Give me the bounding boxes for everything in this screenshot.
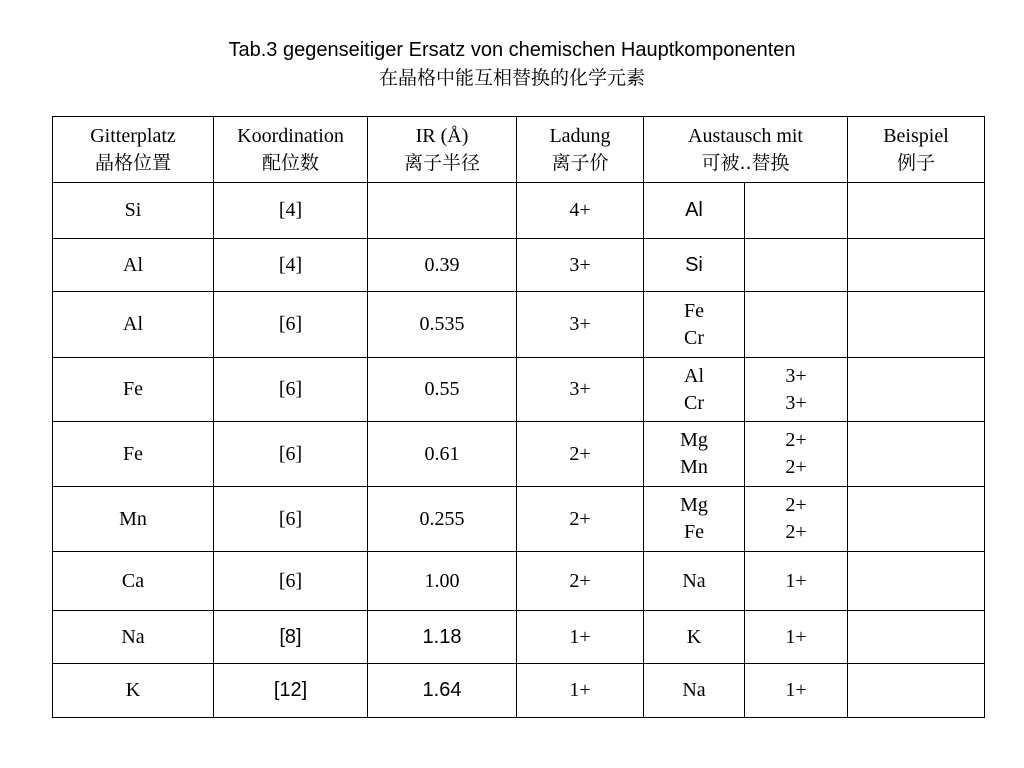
exchange-charge: 3+ [785,391,807,414]
cell-exchange-charge [745,239,848,292]
cell-charge: 3+ [517,292,644,358]
cell-exchange-element [644,552,745,611]
header-gitterplatz [53,117,214,183]
exchange-element: Na [682,569,706,592]
exchange-element: Si [685,253,703,276]
cell-exchange-charge [745,611,848,664]
header-row [53,117,985,183]
cell-site: Ca [53,552,214,611]
cell-exchange-charge [745,552,848,611]
exchange-element: Fe [684,299,704,322]
cell-ionic-radius: 1.64 [368,664,517,718]
cell-charge: 3+ [517,358,644,422]
cell-example [848,183,985,239]
exchange-element: Mg [680,429,708,451]
cell-charge: 1+ [517,611,644,664]
cell-example [848,422,985,487]
cell-example [848,292,985,358]
cell-exchange-charge [745,358,848,422]
exchange-element: Na [682,679,706,701]
cell-charge: 1+ [517,664,644,718]
cell-ionic-radius: 1.00 [368,552,517,611]
cell-site: Si [53,183,214,239]
cell-exchange-element [644,422,745,487]
cell-exchange-element [644,358,745,422]
exchange-charge: 2+ [785,521,807,543]
cell-coordination: [6] [214,552,368,611]
table-title-chinese: 在晶格中能互相替换的化学元素 [378,67,645,89]
header-de: IR (Å) [415,124,469,147]
exchange-element: Fe [684,521,704,543]
exchange-element: K [686,625,702,648]
cell-charge: 2+ [517,552,644,611]
header-austausch [644,117,848,183]
cell-charge: 4+ [517,183,644,239]
title-block [0,36,1024,92]
cell-example [848,552,985,611]
cell-exchange-charge [745,664,848,718]
exchange-element: Cr [684,391,704,414]
cell-example [848,664,985,718]
table-row [53,611,985,664]
header-de: Ladung [549,124,611,147]
table-row [53,292,985,358]
cell-site: Na [53,611,214,664]
exchange-element: Al [685,199,703,221]
cell-example [848,487,985,552]
cell-site: Al [53,292,214,358]
header-zh: 离子价 [551,151,609,174]
cell-ionic-radius: 0.255 [368,487,517,552]
cell-exchange-element [644,292,745,358]
exchange-element: Mg [680,494,708,516]
element-substitution-table [52,116,985,718]
header-zh: 例子 [896,151,935,174]
header-zh: 配位数 [261,151,319,174]
exchange-charge: 1+ [785,625,807,648]
exchange-charge: 2+ [785,429,807,451]
cell-site: Al [53,239,214,292]
cell-coordination: [6] [214,487,368,552]
table-title-german: Tab.3 gegenseitiger Ersatz von chemischen Hauptkomponenten [228,39,796,61]
cell-site: Fe [53,358,214,422]
cell-exchange-charge [745,487,848,552]
table-row [53,552,985,611]
cell-site: Mn [53,487,214,552]
cell-example [848,239,985,292]
exchange-element: Mn [680,456,708,478]
cell-charge: 3+ [517,239,644,292]
cell-example [848,358,985,422]
header-de: Beispiel [883,124,949,147]
table-row [53,487,985,552]
table-row [53,422,985,487]
header-de: Gitterplatz [90,124,176,147]
cell-exchange-element [644,611,745,664]
cell-coordination: [12] [214,664,368,718]
cell-ionic-radius: 0.55 [368,358,517,422]
cell-ionic-radius [368,183,517,239]
cell-ionic-radius: 0.61 [368,422,517,487]
header-zh: 可被..替换 [701,151,790,174]
header-zh: 晶格位置 [94,151,171,174]
header-beispiel [848,117,985,183]
table-row [53,239,985,292]
table-row [53,664,985,718]
table-row [53,358,985,422]
exchange-charge: 1+ [785,569,807,592]
cell-ionic-radius: 1.18 [368,611,517,664]
cell-coordination: [6] [214,292,368,358]
cell-charge: 2+ [517,487,644,552]
exchange-charge: 1+ [785,679,807,701]
cell-site: Fe [53,422,214,487]
exchange-charge: 2+ [785,494,807,516]
cell-coordination: [4] [214,239,368,292]
cell-exchange-charge [745,292,848,358]
cell-ionic-radius: 0.39 [368,239,517,292]
header-zh: 离子半径 [403,151,480,174]
cell-coordination: [6] [214,422,368,487]
cell-coordination: [8] [214,611,368,664]
exchange-charge: 3+ [785,364,807,387]
table-row [53,183,985,239]
header-koordination [214,117,368,183]
cell-exchange-element [644,239,745,292]
header-ladung [517,117,644,183]
cell-exchange-element [644,487,745,552]
cell-exchange-charge [745,422,848,487]
cell-coordination: [6] [214,358,368,422]
cell-exchange-element [644,183,745,239]
cell-ionic-radius: 0.535 [368,292,517,358]
cell-exchange-element [644,664,745,718]
header-de: Austausch mit [688,124,803,147]
cell-site: K [53,664,214,718]
cell-exchange-charge [745,183,848,239]
cell-charge: 2+ [517,422,644,487]
exchange-charge: 2+ [785,456,807,478]
cell-example [848,611,985,664]
exchange-element: Al [684,364,704,387]
header-de: Koordination [237,124,344,147]
header-ionic-radius [368,117,517,183]
exchange-element: Cr [684,326,704,349]
cell-coordination: [4] [214,183,368,239]
